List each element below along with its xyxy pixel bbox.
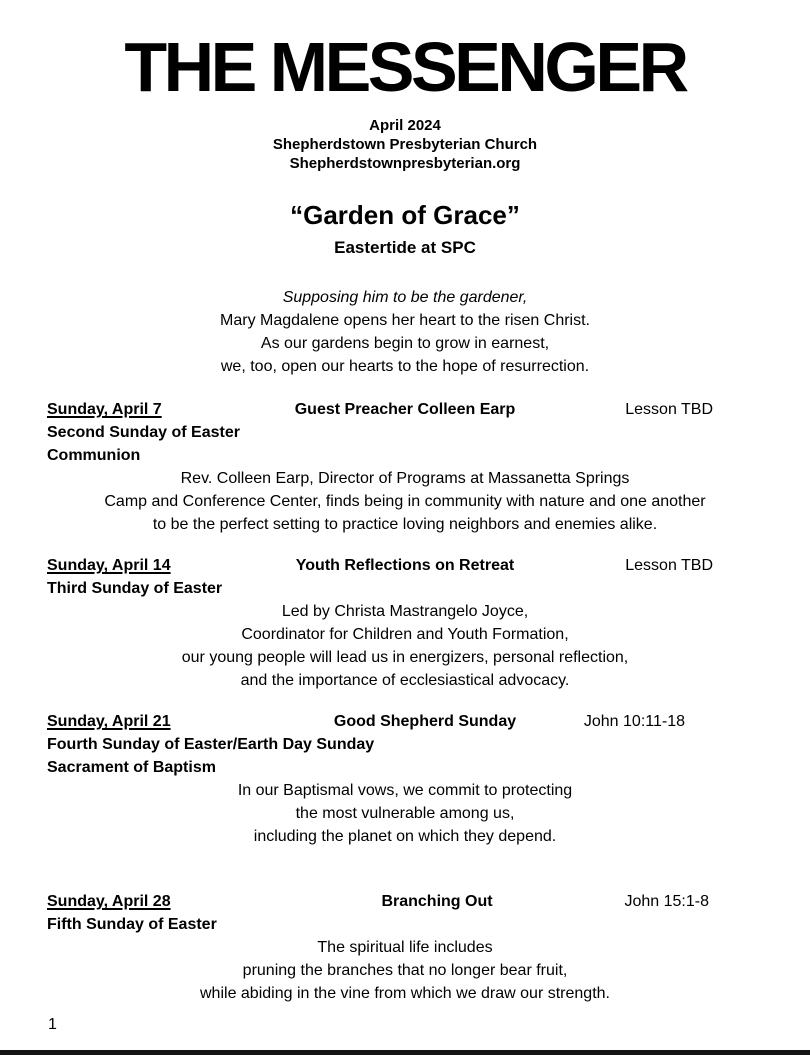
service-section-april-21 xyxy=(47,710,763,848)
service-description-line: Camp and Conference Center, finds being in community with nature and one another xyxy=(104,493,706,510)
service-date: Sunday, April 14 xyxy=(47,557,171,574)
page-number: 1 xyxy=(48,1016,57,1033)
service-title: Youth Reflections on Retreat xyxy=(295,557,515,574)
service-lesson: John 15:1-8 xyxy=(624,893,709,910)
service-description xyxy=(47,600,763,692)
intro-line: Mary Magdalene opens her heart to the risen Christ. xyxy=(220,312,590,329)
service-title: Guest Preacher Colleen Earp xyxy=(294,401,516,418)
service-description-line: our young people will lead us in energizers, personal reflection, xyxy=(181,649,629,666)
service-subtitle: Communion xyxy=(47,447,141,464)
service-subtitle: Sacrament of Baptism xyxy=(47,759,216,776)
church-name: Shepherdstown Presbyterian Church xyxy=(272,136,538,153)
service-description xyxy=(47,936,763,1005)
service-lesson: John 10:11-18 xyxy=(583,713,685,730)
service-description-line: and the importance of ecclesiastical advocacy. xyxy=(240,672,570,689)
service-section-april-28 xyxy=(47,890,763,1005)
theme-subtitle: Eastertide at SPC xyxy=(334,238,476,257)
service-header xyxy=(47,890,763,913)
service-header xyxy=(47,710,763,733)
theme-intro xyxy=(47,286,763,378)
issue-date: April 2024 xyxy=(369,117,441,134)
service-description-line: Coordinator for Children and Youth Formation, xyxy=(241,626,569,643)
service-description-line: Rev. Colleen Earp, Director of Programs at Massanetta Springs xyxy=(180,470,630,487)
service-date: Sunday, April 7 xyxy=(47,401,162,418)
service-subtitle: Third Sunday of Easter xyxy=(47,580,223,597)
church-website: Shepherdstownpresbyterian.org xyxy=(289,155,521,172)
intro-line-italic: Supposing him to be the gardener, xyxy=(282,289,528,306)
service-title: Branching Out xyxy=(381,893,493,910)
service-lesson: Lesson TBD xyxy=(625,557,713,574)
theme-title: “Garden of Grace” xyxy=(290,200,520,230)
intro-line: As our gardens begin to grow in earnest, xyxy=(260,335,550,352)
service-description-line: while abiding in the vine from which we draw our strength. xyxy=(200,985,610,1002)
service-description xyxy=(47,467,763,536)
service-subtitle: Fifth Sunday of Easter xyxy=(47,916,217,933)
service-header xyxy=(47,398,763,421)
service-description-line: The spiritual life includes xyxy=(317,939,493,956)
service-description-line: to be the perfect setting to practice loving neighbors and enemies alike. xyxy=(152,516,658,533)
service-date: Sunday, April 21 xyxy=(47,713,171,730)
masthead-subheader xyxy=(47,116,763,173)
service-description-line: including the planet on which they depend. xyxy=(253,828,557,845)
service-lesson: Lesson TBD xyxy=(625,401,713,418)
page-bottom-edge xyxy=(0,1050,810,1055)
service-description xyxy=(47,779,763,848)
service-date: Sunday, April 28 xyxy=(47,893,171,910)
newsletter-title: THE MESSENGER xyxy=(124,28,686,106)
service-description-line: In our Baptismal vows, we commit to protecting xyxy=(237,782,573,799)
service-description-line: Led by Christa Mastrangelo Joyce, xyxy=(281,603,529,620)
service-subtitle: Second Sunday of Easter xyxy=(47,424,240,441)
service-title: Good Shepherd Sunday xyxy=(333,713,517,730)
service-description-line: pruning the branches that no longer bear fruit, xyxy=(242,962,568,979)
intro-line: we, too, open our hearts to the hope of resurrection. xyxy=(220,358,590,375)
service-header xyxy=(47,554,763,577)
service-description-line: the most vulnerable among us, xyxy=(295,805,515,822)
service-subtitle: Fourth Sunday of Easter/Earth Day Sunday xyxy=(47,736,375,753)
service-section-april-14 xyxy=(47,554,763,692)
service-section-april-7 xyxy=(47,398,763,536)
